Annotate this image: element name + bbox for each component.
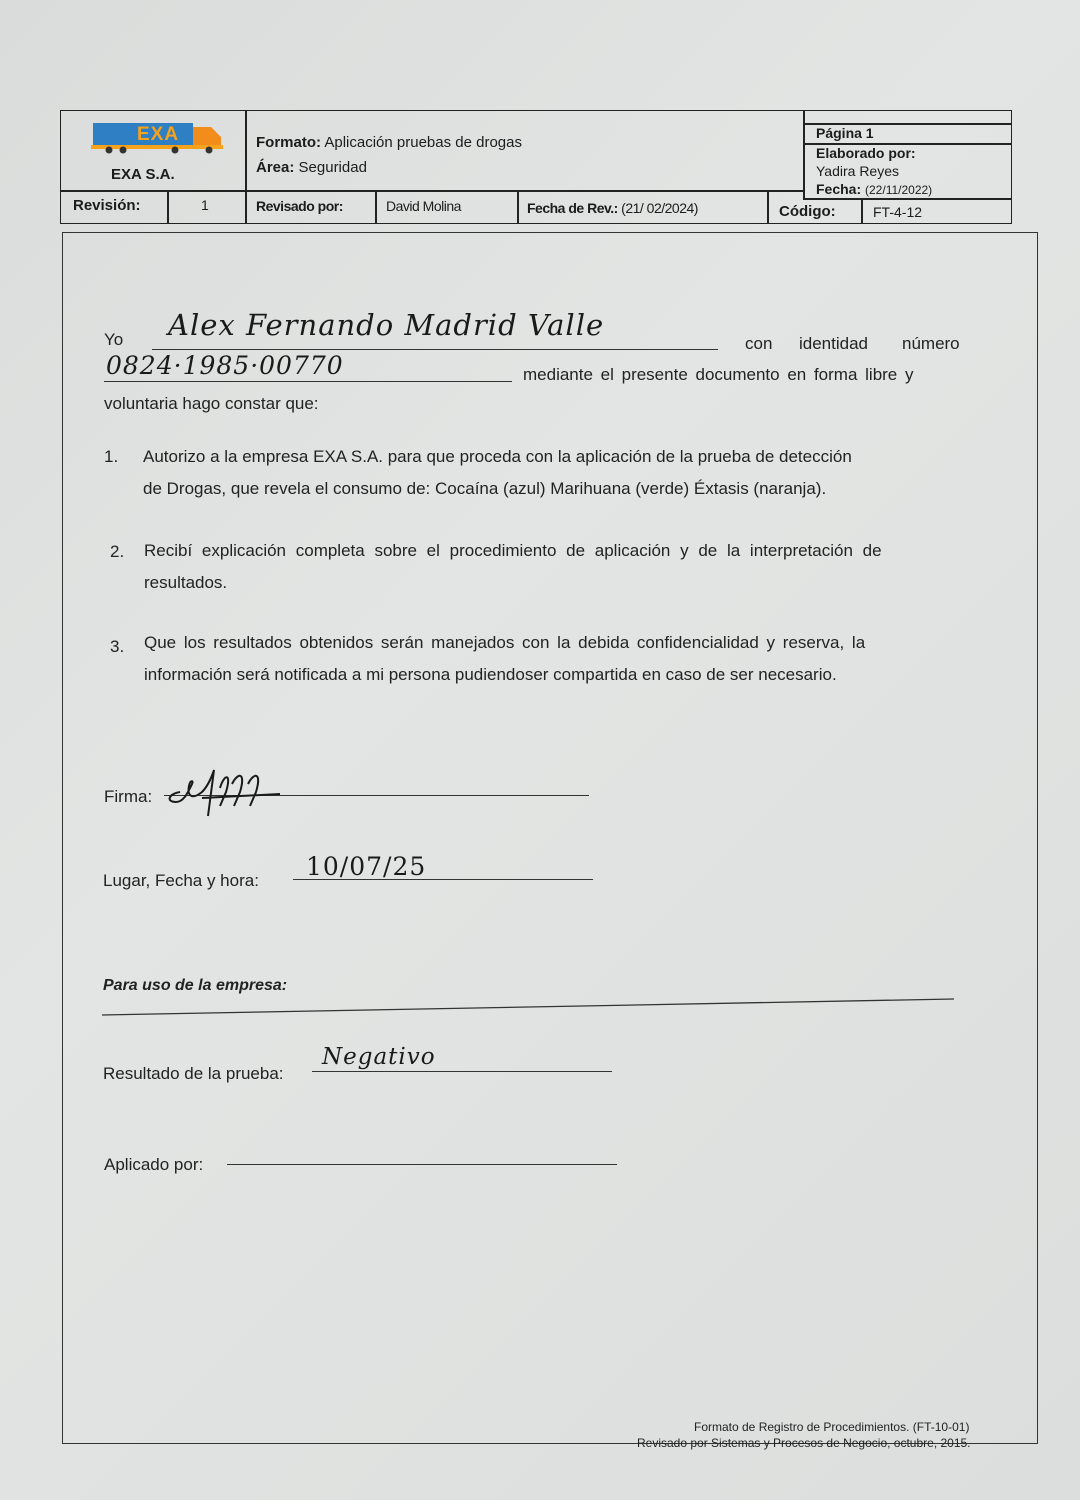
item-3-line2: información será notificada a mi persona pudiendoser compartida en caso de ser necesario. <box>144 665 837 684</box>
uso-empresa-heading: Para uso de la empresa: <box>103 977 288 994</box>
revisado-value: David Molina <box>386 198 461 214</box>
item-2-line2: resultados. <box>144 573 228 592</box>
elaborado-label: Elaborado por: <box>816 145 916 161</box>
aplicado-label: Aplicado por: <box>104 1155 204 1174</box>
name-handwritten: Alex Fernando Madrid Valle <box>168 308 605 342</box>
con-text: con <box>745 334 773 353</box>
codigo-label: Código: <box>779 203 836 220</box>
elaborado-value: Yadira Reyes <box>816 163 900 179</box>
item-3-line1: Que los resultados obtenidos serán manejados con la debida confidencialidad y reserva, la <box>144 633 866 652</box>
resultado-label: Resultado de la prueba: <box>103 1064 284 1083</box>
mediante-text: mediante el presente documento en forma libre y <box>523 365 914 384</box>
numero-text: número <box>902 334 960 353</box>
firma-label: Firma: <box>104 787 153 806</box>
item-1-num: 1. <box>104 447 119 466</box>
fecha-row: Fecha: (22/11/2022) <box>816 181 933 197</box>
revisado-label: Revisado por: <box>256 198 343 214</box>
footer-line-1: Formato de Registro de Procedimientos. (FT-10-01) <box>694 1420 970 1434</box>
company-name: EXA S.A. <box>111 166 175 183</box>
item-1-line1: Autorizo a la empresa EXA S.A. para que proceda con la aplicación de la prueba de detección <box>143 447 852 466</box>
item-2-num: 2. <box>110 542 125 561</box>
name-line[interactable] <box>152 349 718 350</box>
lugar-handwritten: 10/07/25 <box>306 852 427 881</box>
revision-value: 1 <box>201 197 209 213</box>
area-row: Área: Seguridad <box>256 159 367 176</box>
item-2-line1: Recibí explicación completa sobre el procedimiento de aplicación y de la interpretación de <box>144 541 882 560</box>
voluntaria-text: voluntaria hago constar que: <box>104 394 319 413</box>
identidad-text: identidad <box>799 334 869 353</box>
resultado-handwritten: Negativo <box>322 1044 436 1070</box>
formato-row: Formato: Aplicación pruebas de drogas <box>256 134 522 151</box>
id-line[interactable] <box>104 381 512 382</box>
revision-label: Revisión: <box>73 197 141 214</box>
item-3-num: 3. <box>110 637 125 656</box>
header-table <box>60 110 1012 224</box>
resultado-line[interactable] <box>312 1071 612 1072</box>
footer-line-2: Revisado por Sistemas y Procesos de Negocio, octubre, 2015. <box>637 1436 971 1450</box>
lugar-label: Lugar, Fecha y hora: <box>103 871 259 890</box>
codigo-value: FT-4-12 <box>873 204 923 220</box>
uso-empresa-divider <box>102 990 956 1020</box>
yo-label: Yo <box>104 330 124 349</box>
id-handwritten: 0824·1985·00770 <box>106 351 344 380</box>
logo-text: EXA <box>137 124 180 145</box>
fecha-rev-row: Fecha de Rev.: (21/ 02/2024) <box>527 200 698 216</box>
aplicado-line[interactable] <box>227 1164 617 1165</box>
signature-drawing <box>162 762 292 822</box>
pagina: Página 1 <box>816 125 874 141</box>
item-1-line2: de Drogas, que revela el consumo de: Cocaína (azul) Marihuana (verde) Éxtasis (naranja). <box>143 479 827 498</box>
